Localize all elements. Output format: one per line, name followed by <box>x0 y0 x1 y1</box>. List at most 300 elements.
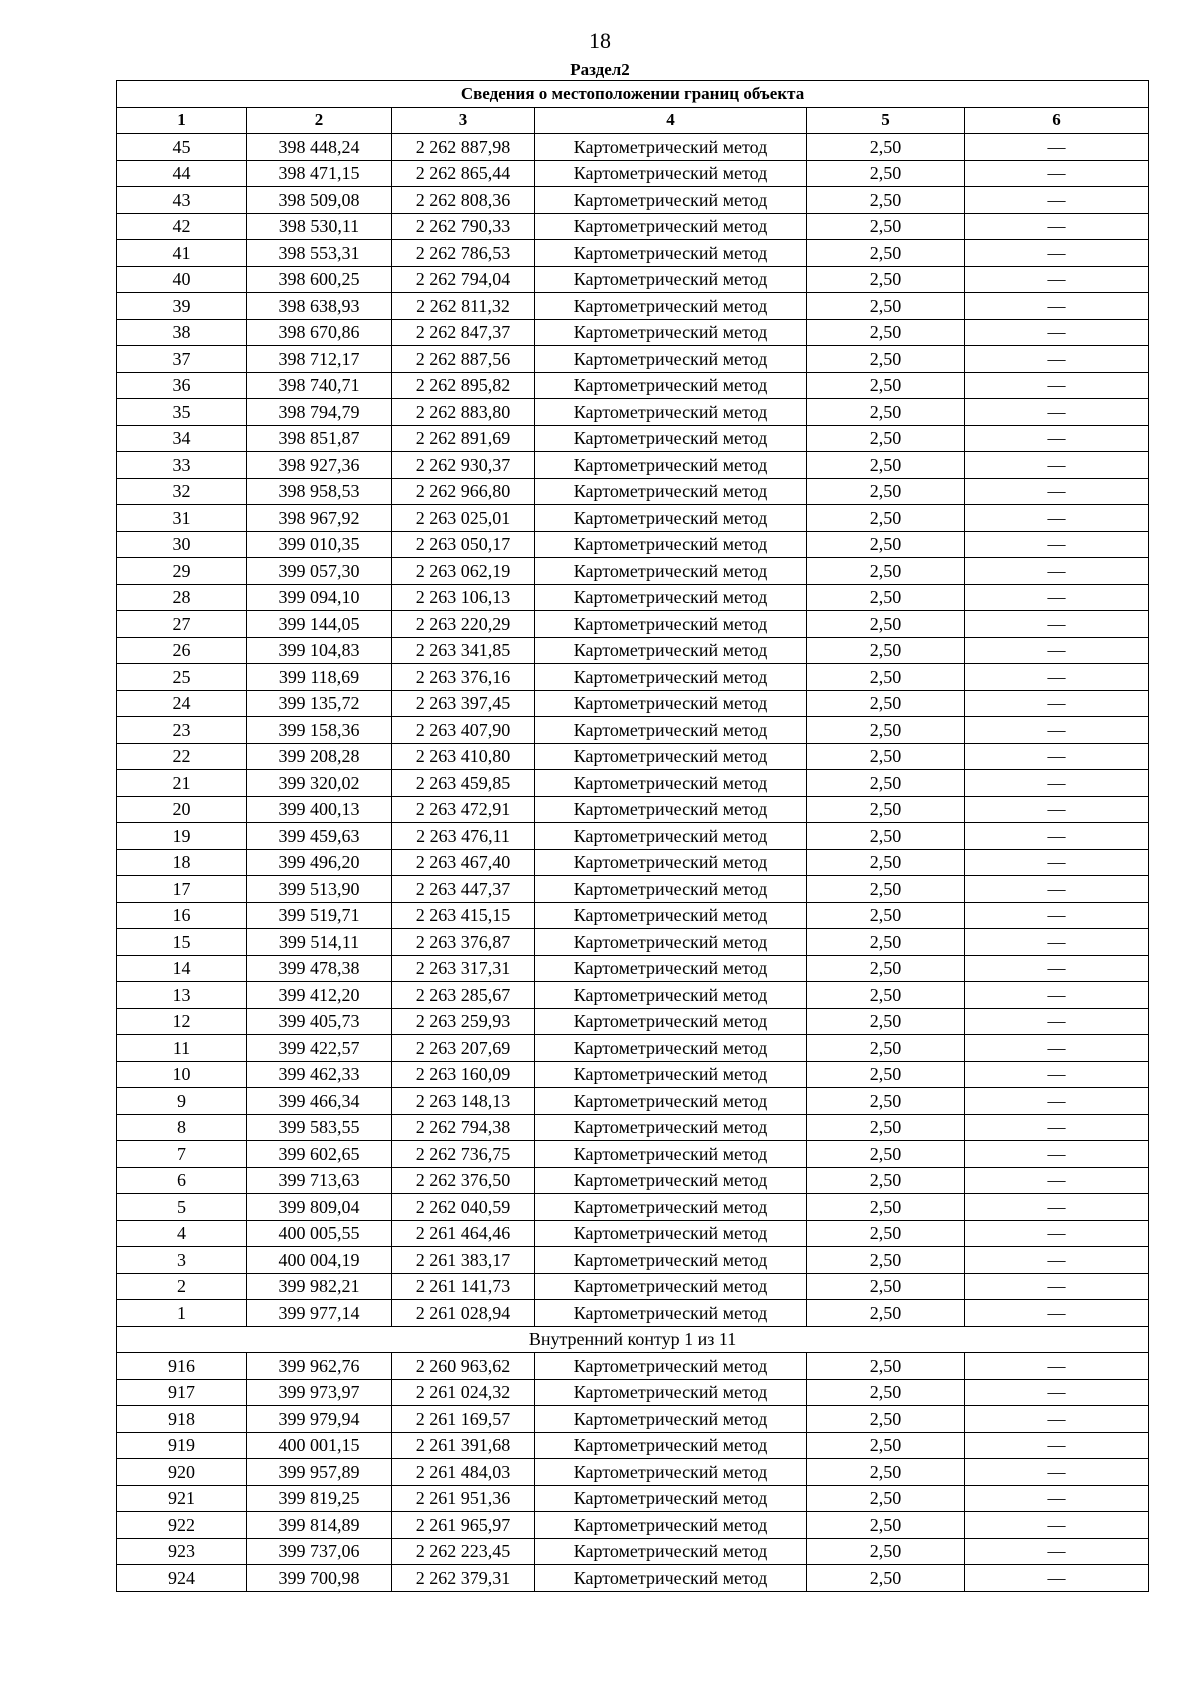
cell-col-4: Картометрический метод <box>535 1114 807 1141</box>
table-row <box>117 558 1149 585</box>
cell-col-2: 399 094,10 <box>247 584 392 611</box>
cell-col-4: Картометрический метод <box>535 346 807 373</box>
table-row <box>117 1273 1149 1300</box>
cell-col-6: — <box>965 1141 1149 1168</box>
cell-col-3: 2 263 397,45 <box>392 690 535 717</box>
cell-col-3: 2 260 963,62 <box>392 1353 535 1380</box>
table-row <box>117 1194 1149 1221</box>
cell-col-1: 39 <box>117 293 247 320</box>
cell-col-6: — <box>965 1273 1149 1300</box>
cell-col-3: 2 262 891,69 <box>392 425 535 452</box>
cell-col-4: Картометрический метод <box>535 1353 807 1380</box>
cell-col-4: Картометрический метод <box>535 611 807 638</box>
cell-col-3: 2 262 223,45 <box>392 1538 535 1565</box>
cell-col-1: 916 <box>117 1353 247 1380</box>
inner-contour-label: Внутренний контур 1 из 11 <box>117 1326 1149 1353</box>
cell-col-3: 2 262 887,56 <box>392 346 535 373</box>
cell-col-4: Картометрический метод <box>535 1538 807 1565</box>
cell-col-4: Картометрический метод <box>535 1459 807 1486</box>
cell-col-2: 399 973,97 <box>247 1379 392 1406</box>
cell-col-3: 2 261 391,68 <box>392 1432 535 1459</box>
cell-col-5: 2,50 <box>807 770 965 797</box>
cell-col-3: 2 262 887,98 <box>392 134 535 161</box>
cell-col-6: — <box>965 266 1149 293</box>
cell-col-6: — <box>965 372 1149 399</box>
table-row <box>117 187 1149 214</box>
cell-col-4: Картометрический метод <box>535 1512 807 1539</box>
cell-col-2: 398 670,86 <box>247 319 392 346</box>
cell-col-1: 7 <box>117 1141 247 1168</box>
column-number-6: 6 <box>965 107 1149 134</box>
cell-col-1: 23 <box>117 717 247 744</box>
table-caption: Сведения о местоположении границ объекта <box>117 81 1149 108</box>
cell-col-2: 400 001,15 <box>247 1432 392 1459</box>
outer-contour-rows <box>117 134 1149 1327</box>
cell-col-1: 12 <box>117 1008 247 1035</box>
cell-col-4: Картометрический метод <box>535 452 807 479</box>
cell-col-4: Картометрический метод <box>535 1406 807 1433</box>
cell-col-2: 398 740,71 <box>247 372 392 399</box>
boundary-coordinates-table <box>116 80 1149 1592</box>
cell-col-4: Картометрический метод <box>535 1061 807 1088</box>
cell-col-1: 17 <box>117 876 247 903</box>
inner-contour-rows <box>117 1353 1149 1592</box>
cell-col-1: 14 <box>117 955 247 982</box>
table-row <box>117 266 1149 293</box>
cell-col-5: 2,50 <box>807 1300 965 1327</box>
cell-col-2: 399 144,05 <box>247 611 392 638</box>
cell-col-6: — <box>965 1088 1149 1115</box>
cell-col-1: 37 <box>117 346 247 373</box>
cell-col-2: 399 422,57 <box>247 1035 392 1062</box>
cell-col-2: 398 967,92 <box>247 505 392 532</box>
cell-col-5: 2,50 <box>807 1088 965 1115</box>
cell-col-3: 2 263 376,16 <box>392 664 535 691</box>
table-row <box>117 584 1149 611</box>
cell-col-1: 917 <box>117 1379 247 1406</box>
table-row <box>117 849 1149 876</box>
table-row <box>117 531 1149 558</box>
column-number-2: 2 <box>247 107 392 134</box>
table-row <box>117 240 1149 267</box>
cell-col-6: — <box>965 743 1149 770</box>
cell-col-3: 2 262 040,59 <box>392 1194 535 1221</box>
cell-col-2: 399 602,65 <box>247 1141 392 1168</box>
cell-col-6: — <box>965 213 1149 240</box>
cell-col-4: Картометрический метод <box>535 1141 807 1168</box>
cell-col-5: 2,50 <box>807 1406 965 1433</box>
cell-col-3: 2 261 169,57 <box>392 1406 535 1433</box>
cell-col-6: — <box>965 929 1149 956</box>
cell-col-3: 2 262 786,53 <box>392 240 535 267</box>
cell-col-3: 2 263 467,40 <box>392 849 535 876</box>
cell-col-3: 2 262 811,32 <box>392 293 535 320</box>
cell-col-3: 2 261 965,97 <box>392 1512 535 1539</box>
cell-col-2: 398 927,36 <box>247 452 392 479</box>
table-row <box>117 902 1149 929</box>
cell-col-3: 2 263 050,17 <box>392 531 535 558</box>
cell-col-3: 2 262 883,80 <box>392 399 535 426</box>
cell-col-2: 399 962,76 <box>247 1353 392 1380</box>
cell-col-5: 2,50 <box>807 160 965 187</box>
cell-col-2: 399 412,20 <box>247 982 392 1009</box>
cell-col-6: — <box>965 187 1149 214</box>
cell-col-4: Картометрический метод <box>535 293 807 320</box>
cell-col-4: Картометрический метод <box>535 849 807 876</box>
cell-col-4: Картометрический метод <box>535 823 807 850</box>
cell-col-6: — <box>965 399 1149 426</box>
cell-col-3: 2 263 062,19 <box>392 558 535 585</box>
cell-col-4: Картометрический метод <box>535 584 807 611</box>
cell-col-5: 2,50 <box>807 558 965 585</box>
cell-col-3: 2 263 285,67 <box>392 982 535 1009</box>
cell-col-2: 399 979,94 <box>247 1406 392 1433</box>
cell-col-1: 25 <box>117 664 247 691</box>
cell-col-4: Картометрический метод <box>535 266 807 293</box>
cell-col-1: 2 <box>117 1273 247 1300</box>
cell-col-4: Картометрический метод <box>535 531 807 558</box>
cell-col-6: — <box>965 902 1149 929</box>
cell-col-5: 2,50 <box>807 743 965 770</box>
cell-col-1: 45 <box>117 134 247 161</box>
cell-col-6: — <box>965 1432 1149 1459</box>
cell-col-1: 15 <box>117 929 247 956</box>
cell-col-3: 2 262 847,37 <box>392 319 535 346</box>
cell-col-4: Картометрический метод <box>535 1247 807 1274</box>
table-row <box>117 293 1149 320</box>
table-row <box>117 505 1149 532</box>
cell-col-3: 2 261 951,36 <box>392 1485 535 1512</box>
cell-col-4: Картометрический метод <box>535 1565 807 1592</box>
cell-col-5: 2,50 <box>807 1114 965 1141</box>
cell-col-3: 2 262 379,31 <box>392 1565 535 1592</box>
cell-col-2: 398 471,15 <box>247 160 392 187</box>
table-row <box>117 1512 1149 1539</box>
cell-col-6: — <box>965 319 1149 346</box>
cell-col-5: 2,50 <box>807 1247 965 1274</box>
cell-col-1: 919 <box>117 1432 247 1459</box>
cell-col-1: 38 <box>117 319 247 346</box>
cell-col-3: 2 262 895,82 <box>392 372 535 399</box>
cell-col-4: Картометрический метод <box>535 717 807 744</box>
cell-col-1: 8 <box>117 1114 247 1141</box>
cell-col-1: 36 <box>117 372 247 399</box>
cell-col-4: Картометрический метод <box>535 478 807 505</box>
cell-col-4: Картометрический метод <box>535 1088 807 1115</box>
cell-col-6: — <box>965 1353 1149 1380</box>
cell-col-2: 398 712,17 <box>247 346 392 373</box>
cell-col-5: 2,50 <box>807 1353 965 1380</box>
cell-col-4: Картометрический метод <box>535 796 807 823</box>
cell-col-1: 29 <box>117 558 247 585</box>
cell-col-5: 2,50 <box>807 213 965 240</box>
cell-col-5: 2,50 <box>807 1459 965 1486</box>
cell-col-3: 2 262 930,37 <box>392 452 535 479</box>
table-row <box>117 743 1149 770</box>
cell-col-5: 2,50 <box>807 717 965 744</box>
cell-col-6: — <box>965 1008 1149 1035</box>
cell-col-5: 2,50 <box>807 505 965 532</box>
table-row <box>117 770 1149 797</box>
table-row <box>117 1406 1149 1433</box>
table-row <box>117 425 1149 452</box>
cell-col-2: 398 958,53 <box>247 478 392 505</box>
cell-col-1: 923 <box>117 1538 247 1565</box>
cell-col-6: — <box>965 531 1149 558</box>
cell-col-2: 398 851,87 <box>247 425 392 452</box>
cell-col-3: 2 262 808,36 <box>392 187 535 214</box>
cell-col-4: Картометрический метод <box>535 664 807 691</box>
cell-col-1: 31 <box>117 505 247 532</box>
cell-col-1: 40 <box>117 266 247 293</box>
table-row <box>117 1565 1149 1592</box>
table-row <box>117 399 1149 426</box>
table-row <box>117 1379 1149 1406</box>
cell-col-1: 30 <box>117 531 247 558</box>
cell-col-1: 924 <box>117 1565 247 1592</box>
cell-col-3: 2 263 376,87 <box>392 929 535 956</box>
cell-col-6: — <box>965 955 1149 982</box>
cell-col-6: — <box>965 505 1149 532</box>
cell-col-6: — <box>965 1035 1149 1062</box>
cell-col-6: — <box>965 584 1149 611</box>
cell-col-2: 399 010,35 <box>247 531 392 558</box>
cell-col-3: 2 263 447,37 <box>392 876 535 903</box>
table-row <box>117 213 1149 240</box>
cell-col-6: — <box>965 1247 1149 1274</box>
table-row <box>117 1459 1149 1486</box>
table-row <box>117 1167 1149 1194</box>
cell-col-1: 35 <box>117 399 247 426</box>
cell-col-5: 2,50 <box>807 1379 965 1406</box>
cell-col-3: 2 262 736,75 <box>392 1141 535 1168</box>
cell-col-2: 399 519,71 <box>247 902 392 929</box>
cell-col-2: 398 553,31 <box>247 240 392 267</box>
cell-col-3: 2 261 028,94 <box>392 1300 535 1327</box>
cell-col-5: 2,50 <box>807 929 965 956</box>
table-row <box>117 823 1149 850</box>
table-row <box>117 1141 1149 1168</box>
table-row <box>117 955 1149 982</box>
cell-col-2: 398 794,79 <box>247 399 392 426</box>
table-row <box>117 717 1149 744</box>
cell-col-3: 2 263 415,15 <box>392 902 535 929</box>
table-row <box>117 1088 1149 1115</box>
table-row <box>117 796 1149 823</box>
cell-col-2: 399 809,04 <box>247 1194 392 1221</box>
cell-col-1: 22 <box>117 743 247 770</box>
cell-col-6: — <box>965 1406 1149 1433</box>
cell-col-4: Картометрический метод <box>535 770 807 797</box>
cell-col-1: 33 <box>117 452 247 479</box>
cell-col-3: 2 263 459,85 <box>392 770 535 797</box>
cell-col-5: 2,50 <box>807 240 965 267</box>
cell-col-1: 1 <box>117 1300 247 1327</box>
cell-col-5: 2,50 <box>807 531 965 558</box>
cell-col-1: 24 <box>117 690 247 717</box>
table-row <box>117 452 1149 479</box>
cell-col-2: 398 600,25 <box>247 266 392 293</box>
cell-col-2: 398 530,11 <box>247 213 392 240</box>
cell-col-4: Картометрический метод <box>535 1167 807 1194</box>
cell-col-5: 2,50 <box>807 1432 965 1459</box>
cell-col-1: 10 <box>117 1061 247 1088</box>
cell-col-3: 2 263 317,31 <box>392 955 535 982</box>
cell-col-4: Картометрический метод <box>535 1008 807 1035</box>
cell-col-6: — <box>965 876 1149 903</box>
cell-col-3: 2 263 207,69 <box>392 1035 535 1062</box>
cell-col-5: 2,50 <box>807 796 965 823</box>
cell-col-4: Картометрический метод <box>535 1485 807 1512</box>
column-number-1: 1 <box>117 107 247 134</box>
cell-col-6: — <box>965 1485 1149 1512</box>
cell-col-2: 399 737,06 <box>247 1538 392 1565</box>
cell-col-2: 399 478,38 <box>247 955 392 982</box>
cell-col-1: 20 <box>117 796 247 823</box>
cell-col-5: 2,50 <box>807 690 965 717</box>
cell-col-1: 5 <box>117 1194 247 1221</box>
cell-col-4: Картометрический метод <box>535 558 807 585</box>
cell-col-2: 398 638,93 <box>247 293 392 320</box>
cell-col-2: 399 982,21 <box>247 1273 392 1300</box>
cell-col-1: 34 <box>117 425 247 452</box>
table-row <box>117 1432 1149 1459</box>
cell-col-2: 399 459,63 <box>247 823 392 850</box>
cell-col-1: 27 <box>117 611 247 638</box>
cell-col-1: 43 <box>117 187 247 214</box>
cell-col-6: — <box>965 558 1149 585</box>
cell-col-6: — <box>965 346 1149 373</box>
table-row <box>117 1247 1149 1274</box>
cell-col-5: 2,50 <box>807 1035 965 1062</box>
cell-col-4: Картометрический метод <box>535 134 807 161</box>
cell-col-6: — <box>965 1114 1149 1141</box>
cell-col-3: 2 263 025,01 <box>392 505 535 532</box>
table-row <box>117 1538 1149 1565</box>
cell-col-1: 18 <box>117 849 247 876</box>
cell-col-2: 399 320,02 <box>247 770 392 797</box>
cell-col-5: 2,50 <box>807 319 965 346</box>
table-row <box>117 690 1149 717</box>
cell-col-5: 2,50 <box>807 876 965 903</box>
table-row <box>117 1485 1149 1512</box>
cell-col-5: 2,50 <box>807 849 965 876</box>
cell-col-1: 920 <box>117 1459 247 1486</box>
cell-col-4: Картометрический метод <box>535 902 807 929</box>
cell-col-6: — <box>965 796 1149 823</box>
cell-col-2: 399 400,13 <box>247 796 392 823</box>
cell-col-5: 2,50 <box>807 425 965 452</box>
cell-col-5: 2,50 <box>807 1512 965 1539</box>
cell-col-6: — <box>965 637 1149 664</box>
cell-col-6: — <box>965 664 1149 691</box>
cell-col-6: — <box>965 293 1149 320</box>
cell-col-2: 399 513,90 <box>247 876 392 903</box>
table-row <box>117 1353 1149 1380</box>
cell-col-2: 399 713,63 <box>247 1167 392 1194</box>
cell-col-5: 2,50 <box>807 1194 965 1221</box>
cell-col-6: — <box>965 452 1149 479</box>
cell-col-6: — <box>965 1512 1149 1539</box>
cell-col-6: — <box>965 1061 1149 1088</box>
cell-col-2: 399 405,73 <box>247 1008 392 1035</box>
cell-col-6: — <box>965 134 1149 161</box>
table-row <box>117 929 1149 956</box>
cell-col-2: 400 005,55 <box>247 1220 392 1247</box>
cell-col-3: 2 263 410,80 <box>392 743 535 770</box>
cell-col-4: Картометрический метод <box>535 319 807 346</box>
cell-col-2: 399 057,30 <box>247 558 392 585</box>
cell-col-3: 2 263 148,13 <box>392 1088 535 1115</box>
cell-col-6: — <box>965 425 1149 452</box>
section-title: Раздел2 <box>570 60 630 79</box>
cell-col-3: 2 263 407,90 <box>392 717 535 744</box>
cell-col-1: 28 <box>117 584 247 611</box>
cell-col-6: — <box>965 717 1149 744</box>
cell-col-1: 26 <box>117 637 247 664</box>
table-row <box>117 160 1149 187</box>
cell-col-6: — <box>965 1194 1149 1221</box>
cell-col-2: 399 462,33 <box>247 1061 392 1088</box>
column-number-5: 5 <box>807 107 965 134</box>
cell-col-2: 399 957,89 <box>247 1459 392 1486</box>
cell-col-2: 399 208,28 <box>247 743 392 770</box>
table-row <box>117 637 1149 664</box>
cell-col-5: 2,50 <box>807 478 965 505</box>
cell-col-1: 922 <box>117 1512 247 1539</box>
cell-col-5: 2,50 <box>807 902 965 929</box>
cell-col-5: 2,50 <box>807 1167 965 1194</box>
cell-col-6: — <box>965 1379 1149 1406</box>
cell-col-2: 399 466,34 <box>247 1088 392 1115</box>
cell-col-2: 399 583,55 <box>247 1114 392 1141</box>
table-row <box>117 1008 1149 1035</box>
column-number-3: 3 <box>392 107 535 134</box>
cell-col-5: 2,50 <box>807 955 965 982</box>
cell-col-5: 2,50 <box>807 982 965 1009</box>
cell-col-4: Картометрический метод <box>535 929 807 956</box>
cell-col-5: 2,50 <box>807 823 965 850</box>
table-row <box>117 1220 1149 1247</box>
cell-col-1: 19 <box>117 823 247 850</box>
cell-col-3: 2 262 794,04 <box>392 266 535 293</box>
table-row <box>117 346 1149 373</box>
cell-col-6: — <box>965 1220 1149 1247</box>
cell-col-3: 2 263 259,93 <box>392 1008 535 1035</box>
cell-col-3: 2 262 376,50 <box>392 1167 535 1194</box>
cell-col-2: 399 104,83 <box>247 637 392 664</box>
cell-col-4: Картометрический метод <box>535 982 807 1009</box>
table-row <box>117 372 1149 399</box>
cell-col-1: 32 <box>117 478 247 505</box>
cell-col-5: 2,50 <box>807 1565 965 1592</box>
cell-col-2: 399 118,69 <box>247 664 392 691</box>
cell-col-2: 399 700,98 <box>247 1565 392 1592</box>
cell-col-2: 398 509,08 <box>247 187 392 214</box>
cell-col-4: Картометрический метод <box>535 399 807 426</box>
cell-col-5: 2,50 <box>807 637 965 664</box>
cell-col-2: 399 819,25 <box>247 1485 392 1512</box>
cell-col-6: — <box>965 1565 1149 1592</box>
cell-col-1: 3 <box>117 1247 247 1274</box>
table-row <box>117 611 1149 638</box>
table-row <box>117 478 1149 505</box>
cell-col-3: 2 263 106,13 <box>392 584 535 611</box>
cell-col-3: 2 262 865,44 <box>392 160 535 187</box>
cell-col-5: 2,50 <box>807 266 965 293</box>
cell-col-1: 4 <box>117 1220 247 1247</box>
cell-col-5: 2,50 <box>807 187 965 214</box>
